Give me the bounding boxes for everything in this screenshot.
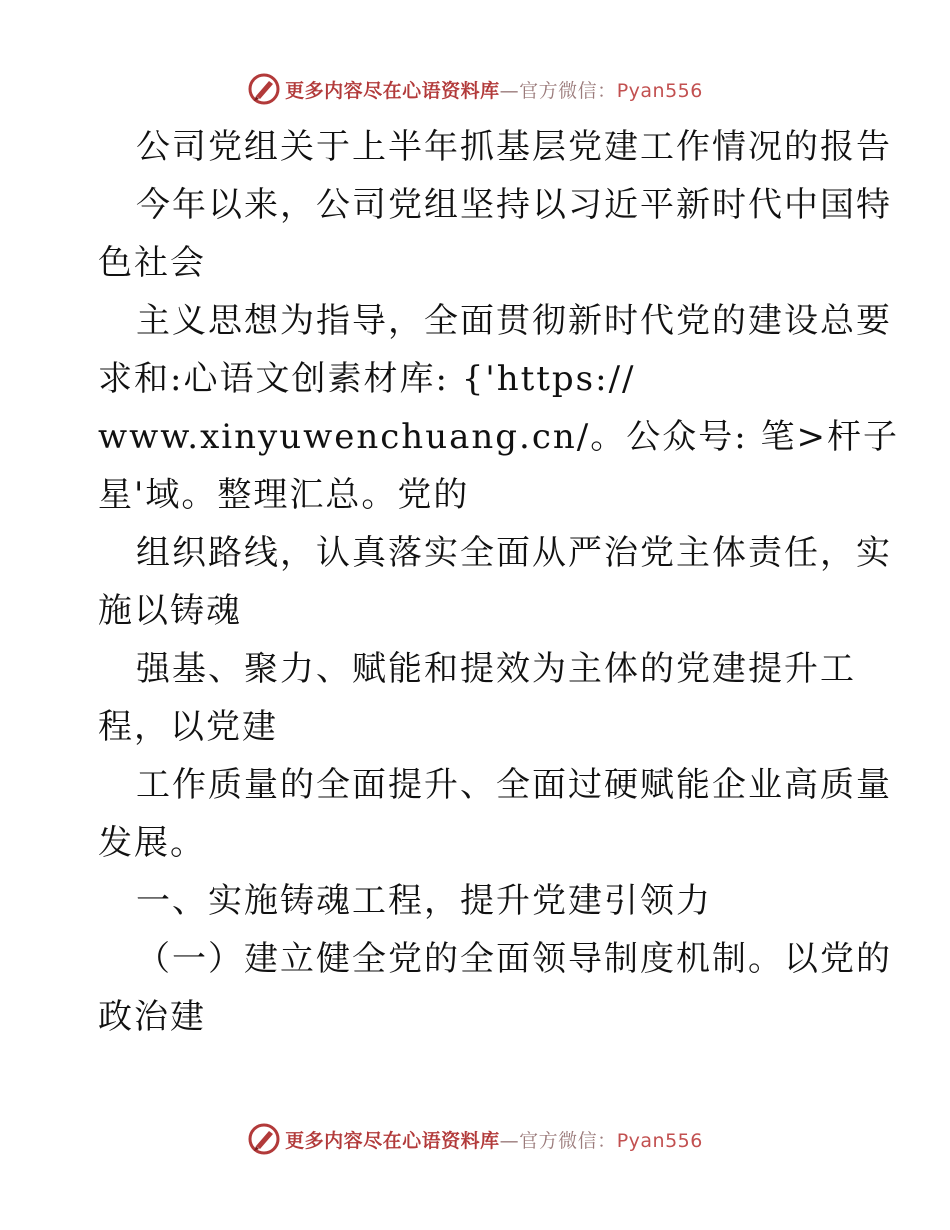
footer-watermark: [0, 1122, 950, 1156]
text-line: 今年以来，公司党组坚持以习近平新时代中国特: [136, 185, 892, 225]
pen-logo-icon: [247, 72, 281, 106]
pen-logo-icon: [247, 1122, 281, 1156]
text-line: 组织路线，认真落实全面从严治党主体责任，实: [136, 533, 892, 573]
text-line: 求和:心语文创素材库: {'https://: [98, 359, 636, 399]
text-line: （一）建立健全党的全面领导制度机制。以党的: [136, 939, 892, 979]
text-line: 一、实施铸魂工程，提升党建引领力: [136, 881, 712, 921]
watermark-text: 更多内容尽在心语资料库—官方微信：Pyan556: [285, 79, 703, 102]
header-watermark: [0, 72, 950, 106]
text-line: 星'域。整理汇总。党的: [98, 475, 470, 515]
text-line: 施以铸魂: [98, 591, 242, 631]
text-line: 发展。: [98, 823, 206, 863]
watermark-text: 更多内容尽在心语资料库—官方微信：Pyan556: [285, 1129, 703, 1152]
text-line: 工作质量的全面提升、全面过硬赋能企业高质量: [136, 765, 892, 805]
text-line: www.xinyuwenchuang.cn/。公众号: 笔>杆子: [98, 417, 899, 457]
text-line: 公司党组关于上半年抓基层党建工作情况的报告: [136, 127, 892, 167]
text-line: 程，以党建: [98, 707, 278, 747]
document-body: [98, 118, 899, 1046]
text-line: 政治建: [98, 997, 206, 1037]
text-line: 色社会: [98, 243, 206, 283]
text-line: 主义思想为指导，全面贯彻新时代党的建设总要: [136, 301, 892, 341]
text-line: 强基、聚力、赋能和提效为主体的党建提升工: [136, 649, 856, 689]
